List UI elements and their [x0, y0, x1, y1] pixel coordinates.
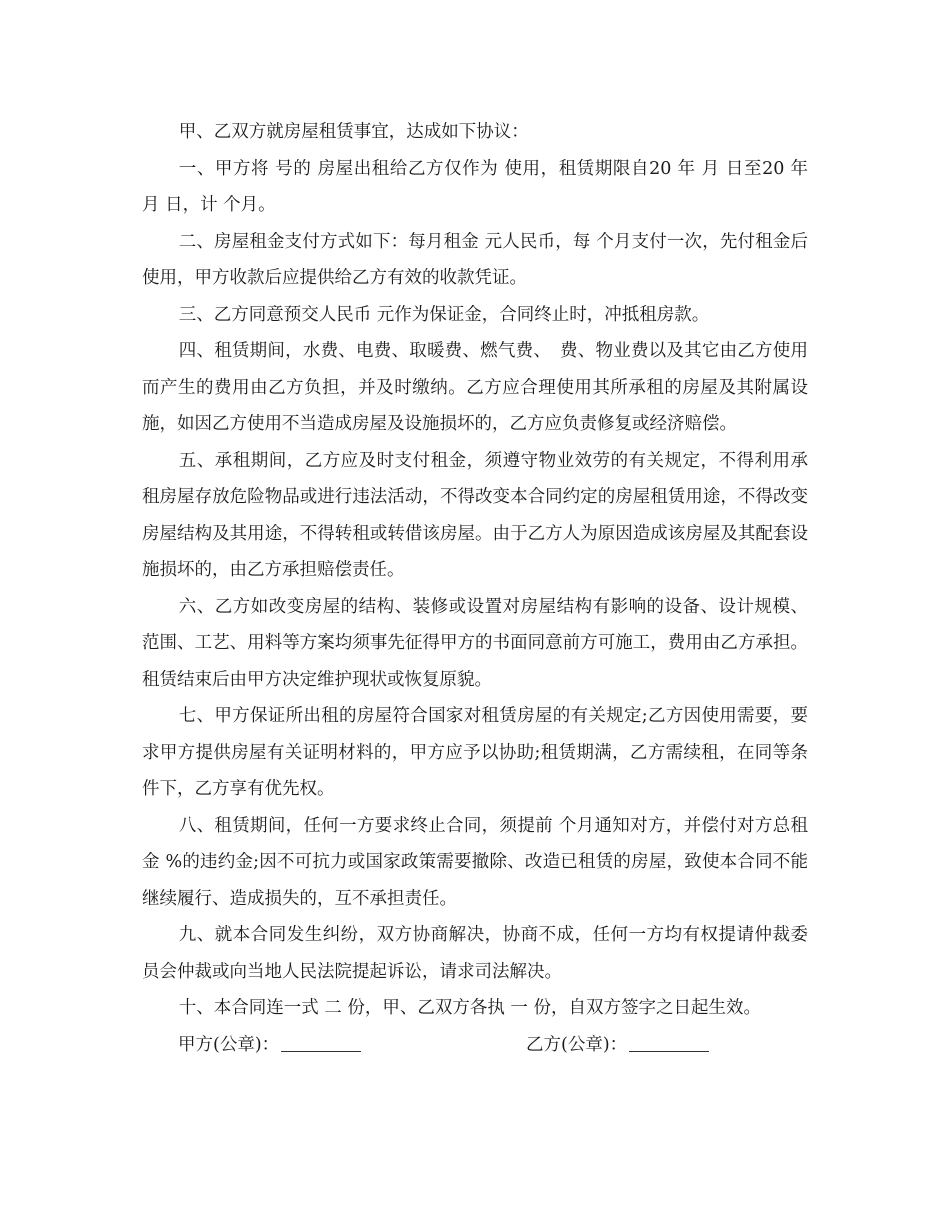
- contract-body: [142, 114, 808, 1063]
- clause-9: 九、就本合同发生纠纷，双方协商解决，协商不成，任何一方均有权提请仲裁委员会仲裁或向当地人民法院提起诉讼，请求司法解决。: [142, 925, 808, 982]
- clause-2: 二、房屋租金支付方式如下：每月租金 元人民币，每 个月支付一次，先付租金后使用，甲方收款后应提供给乙方有效的收款凭证。: [142, 231, 808, 288]
- clause-3: 三、乙方同意预交人民币 元作为保证金，合同终止时，冲抵租房款。: [178, 304, 710, 325]
- party-a-signature-line: [281, 1029, 361, 1052]
- clause-5: 五、承租期间，乙方应及时支付租金，须遵守物业效劳的有关规定，不得利用承租房屋存放危险物品或进行违法活动，不得改变本合同约定的房屋租赁用途，不得改变房屋结构及其用途，不得转租或转借该房屋。由于乙方人为原因造成该房屋及其配套设施损坏的，由乙方承担赔偿责任。: [142, 450, 808, 580]
- party-a-label: 甲方(公章)：: [178, 1034, 280, 1055]
- clause-1: 一、甲方将 号的 房屋出租给乙方仅作为 使用，租赁期限自20 年 月 日至20 年 月 日，计 个月。: [142, 158, 808, 215]
- clause-10: 十、本合同连一式 二 份，甲、乙双方各执 一 份，自双方签字之日起生效。: [178, 998, 761, 1018]
- signature-row: [142, 1027, 808, 1064]
- clause-8: 八、租赁期间，任何一方要求终止合同，须提前 个月通知对方，并偿付对方总租金 %的违约金;因不可抗力或国家政策需要撤除、改造已租赁的房屋，致使本合同不能继续履行、造成损失的，互不承担责任。: [142, 815, 808, 909]
- party-a-signature: [178, 1027, 361, 1064]
- party-b-signature: [526, 1027, 709, 1064]
- clause-4: 四、租赁期间，水费、电费、取暖费、燃气费、 费、物业费以及其它由乙方使用而产生的费用由乙方负担，并及时缴纳。乙方应合理使用其所承租的房屋及其附属设施，如因乙方使用不当造成房屋及设施损坏的，乙方应负责修复或经济赔偿。: [142, 341, 808, 434]
- party-b-label: 乙方(公章)：: [526, 1034, 628, 1055]
- contract-intro: 甲、乙双方就房屋租赁事宜，达成如下协议：: [178, 122, 529, 142]
- clause-7: 七、甲方保证所出租的房屋符合国家对租赁房屋的有关规定;乙方因使用需要，要求甲方提供房屋有关证明材料的，甲方应予以协助;租赁期满，乙方需续租，在同等条件下，乙方享有优先权。: [142, 706, 808, 799]
- party-b-signature-line: [629, 1029, 709, 1052]
- clause-6: 六、乙方如改变房屋的结构、装修或设置对房屋结构有影响的设备、设计规模、范围、工艺、用料等方案均须事先征得甲方的书面同意前方可施工，费用由乙方承担。租赁结束后由甲方决定维护现状或恢复原貌。: [142, 596, 808, 690]
